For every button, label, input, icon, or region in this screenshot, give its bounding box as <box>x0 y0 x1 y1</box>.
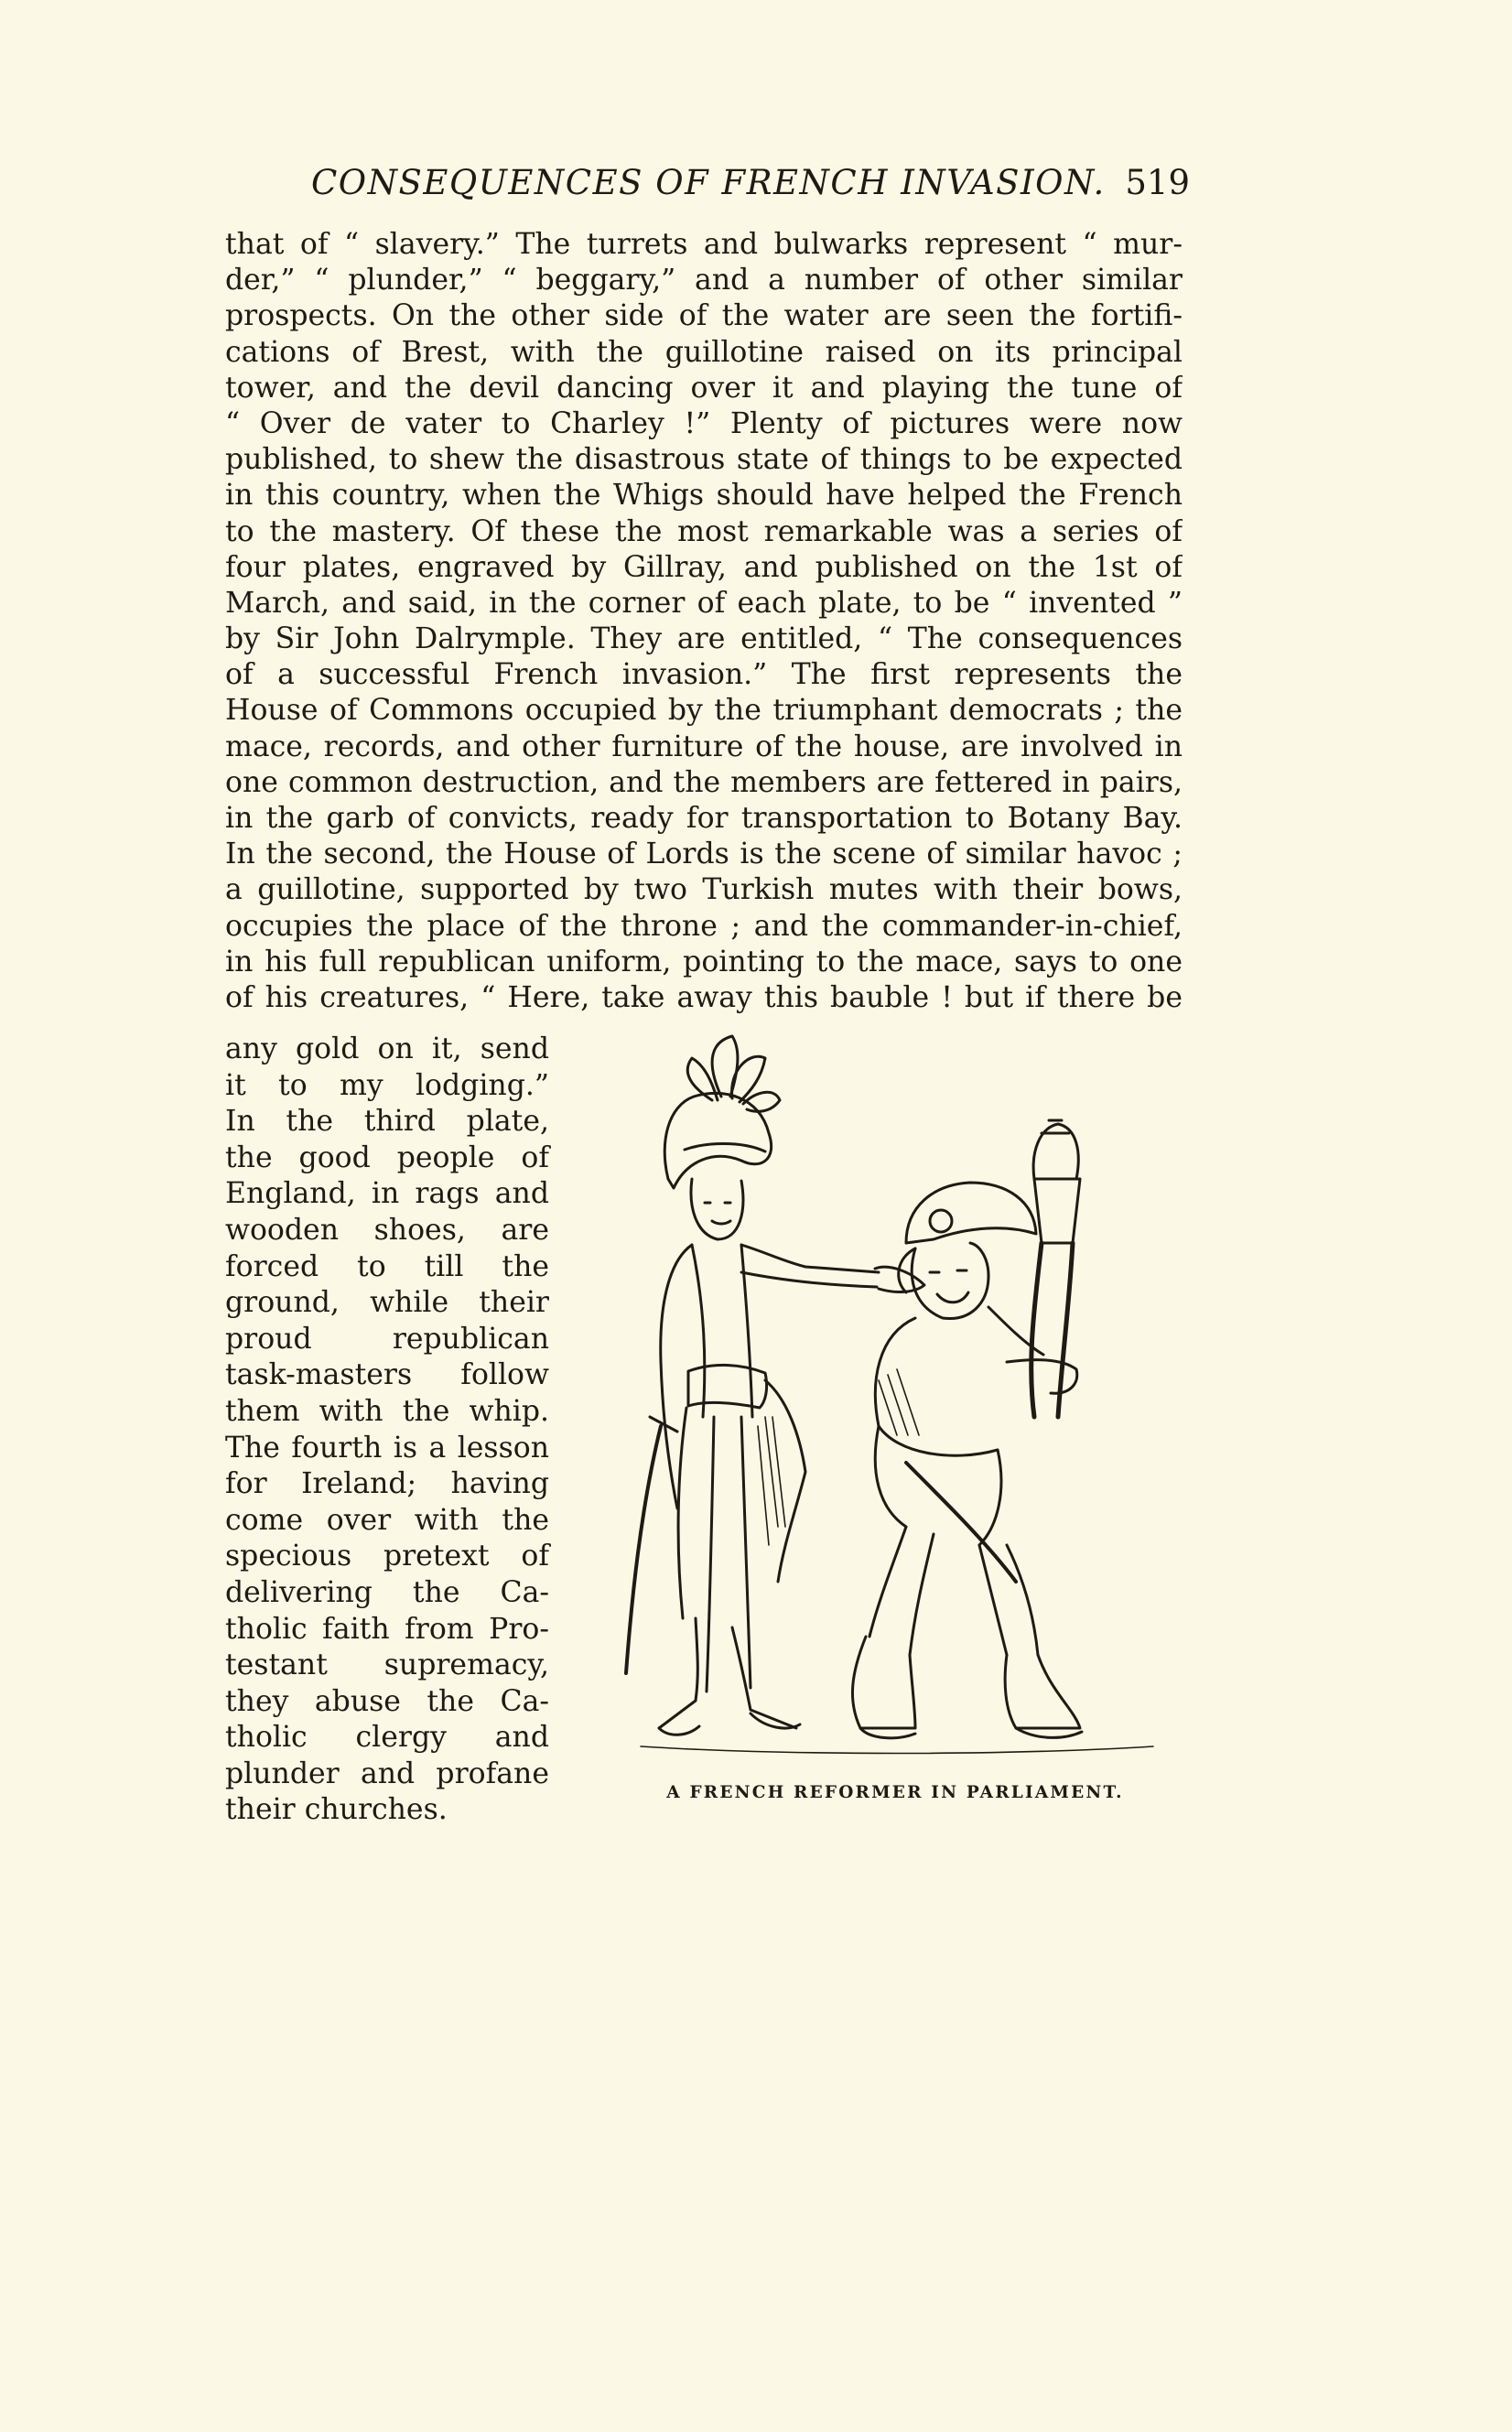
text-line: delivering the Ca- <box>225 1575 549 1609</box>
text-line: in the garb of convicts, ready for transportation to Botany Bay. <box>225 802 1183 835</box>
figure-caption: A FRENCH REFORMER IN PARLIAMENT. <box>666 1783 1124 1802</box>
french-reformer-engraving <box>604 1032 1190 1774</box>
text-line: England, in rags and <box>225 1177 549 1211</box>
text-line: they abuse the Ca- <box>225 1684 549 1718</box>
text-line: mace, records, and other furniture of the house, are involved in <box>225 730 1183 763</box>
text-line: them with the whip. <box>225 1394 549 1428</box>
text-line: task-masters follow <box>225 1358 549 1392</box>
text-line: tholic faith from Pro- <box>225 1612 549 1646</box>
text-line: In the second, the House of Lords is the scene of similar havoc ; <box>225 838 1183 871</box>
text-line: in his full republican uniform, pointing to the mace, says to one <box>225 945 1183 978</box>
running-head <box>311 163 1190 218</box>
text-line: cations of Brest, with the guillotine raised on its principal <box>225 335 1183 369</box>
text-line: tower, and the devil dancing over it and playing the tune of <box>225 371 1183 405</box>
text-line: proud republican <box>225 1322 549 1356</box>
text-line: wooden shoes, are <box>225 1213 549 1247</box>
body-paragraph <box>225 227 1183 1016</box>
text-line: come over with the <box>225 1503 549 1537</box>
text-line: der,” “ plunder,” “ beggary,” and a number of other similar <box>225 264 1183 297</box>
text-line: plunder and profane <box>225 1756 549 1790</box>
text-line: occupies the place of the throne ; and the commander-in-chief, <box>225 909 1183 943</box>
text-line: “ Over de vater to Charley !” Plenty of pictures were now <box>225 406 1183 440</box>
text-line: any gold on it, send <box>225 1032 549 1065</box>
text-line: testant supremacy, <box>225 1648 549 1682</box>
text-line: of his creatures, “ Here, take away this bauble ! but if there be <box>225 980 1183 1014</box>
text-line: prospects. On the other side of the water are seen the fortifi- <box>225 299 1183 333</box>
text-line: The fourth is a lesson <box>225 1431 549 1465</box>
engraving-illustration <box>604 1032 1190 1774</box>
text-line: their churches. <box>225 1793 448 1827</box>
text-line: that of “ slavery.” The turrets and bulwarks represent “ mur- <box>225 228 1183 261</box>
text-line: the good people of <box>225 1140 549 1174</box>
text-line: In the third plate, <box>225 1105 549 1139</box>
running-title: CONSEQUENCES OF FRENCH INVASION. <box>311 163 1106 202</box>
text-line: specious pretext of <box>225 1540 549 1573</box>
creature-figure <box>852 1120 1082 1738</box>
text-line: March, and said, in the corner of each plate, to be “ invented ” <box>225 586 1183 620</box>
text-line: four plates, engraved by Gillray, and published on the 1st of <box>225 550 1183 584</box>
text-line: tholic clergy and <box>225 1721 549 1755</box>
text-line: forced to till the <box>225 1249 549 1283</box>
text-line: by Sir John Dalrymple. They are entitled, “ The consequences <box>225 622 1183 656</box>
text-line: one common destruction, and the members are fettered in pairs, <box>225 765 1183 799</box>
text-line: it to my lodging.” <box>225 1068 549 1102</box>
text-line: in this country, when the Whigs should have helped the French <box>225 479 1183 513</box>
text-line: ground, while their <box>225 1286 549 1320</box>
text-line: of a successful French invasion.” The first represents the <box>225 658 1183 692</box>
text-line: a guillotine, supported by two Turkish mutes with their bows, <box>225 873 1183 907</box>
text-line: to the mastery. Of these the most remarkable was a series of <box>225 514 1183 548</box>
text-line: House of Commons occupied by the triumphant democrats ; the <box>225 694 1183 728</box>
text-line: published, to shew the disastrous state of things to be expected <box>225 443 1183 477</box>
page-number: 519 <box>1125 163 1190 202</box>
wrapped-paragraph <box>225 1032 549 1829</box>
text-line: for Ireland; having <box>225 1467 549 1501</box>
